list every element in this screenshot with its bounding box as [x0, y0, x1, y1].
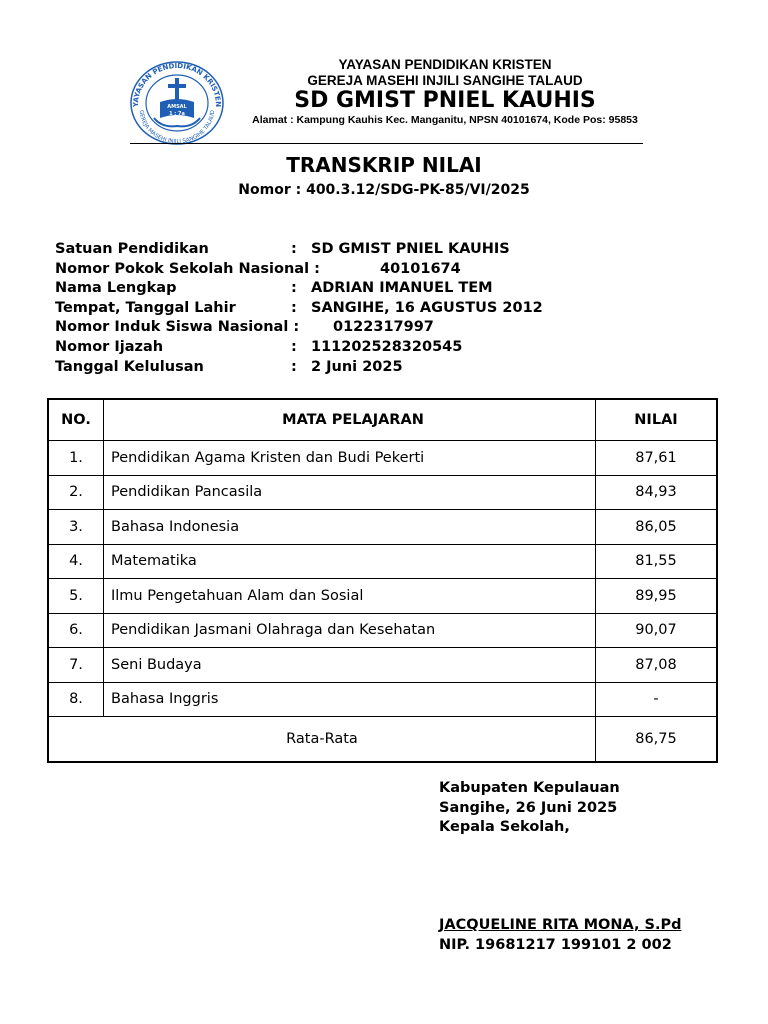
- row-no: 4.: [48, 544, 104, 579]
- document-number: Nomor : 400.3.12/SDG-PK-85/VI/2025: [238, 182, 530, 198]
- row-grade: -: [596, 682, 718, 717]
- row-subject: Pendidikan Pancasila: [104, 475, 596, 510]
- info-separator: :: [291, 300, 297, 316]
- hands-icon: [154, 118, 200, 126]
- header-divider: [130, 143, 643, 144]
- row-subject: Pendidikan Jasmani Olahraga dan Kesehatan: [104, 613, 596, 648]
- school-address: Alamat : Kampung Kauhis Kec. Manganitu, NPSN 40101674, Kode Pos: 95853: [252, 114, 638, 126]
- info-separator: :: [291, 339, 297, 355]
- school-name: SD GMIST PNIEL KAUHIS: [294, 88, 596, 113]
- header-grade: NILAI: [596, 399, 718, 441]
- info-value-npsn: 40101674: [380, 261, 461, 277]
- school-logo: [128, 60, 226, 146]
- signature-position: Kepala Sekolah,: [439, 819, 570, 835]
- table-row: [48, 510, 717, 545]
- row-grade: 87,61: [596, 441, 718, 476]
- row-subject: Bahasa Indonesia: [104, 510, 596, 545]
- row-grade: 84,93: [596, 475, 718, 510]
- svg-text:AMSAL: AMSAL: [167, 104, 187, 110]
- row-grade: 87,08: [596, 648, 718, 683]
- cross-icon: [175, 78, 179, 100]
- svg-text:GEREJA MASEHI INJILI SANGIHE T: GEREJA MASEHI INJILI SANGIHE TALAUD: [137, 109, 217, 146]
- row-no: 5.: [48, 579, 104, 614]
- info-value-diploma-number: 111202528320545: [311, 339, 463, 355]
- info-separator: :: [291, 241, 297, 257]
- foundation-name: YAYASAN PENDIDIKAN KRISTEN: [338, 57, 552, 72]
- info-label-graduation-date: Tanggal Kelulusan: [55, 359, 204, 375]
- signatory-name: JACQUELINE RITA MONA, S.Pd: [439, 917, 682, 933]
- row-grade: 81,55: [596, 544, 718, 579]
- row-subject: Matematika: [104, 544, 596, 579]
- table-row: [48, 544, 717, 579]
- row-no: 6.: [48, 613, 104, 648]
- info-label-nisn: Nomor Induk Siswa Nasional :: [55, 319, 300, 335]
- table-header-row: [48, 399, 717, 441]
- row-grade: 89,95: [596, 579, 718, 614]
- table-row: [48, 682, 717, 717]
- document-title: TRANSKRIP NILAI: [286, 153, 482, 177]
- row-grade: 86,05: [596, 510, 718, 545]
- info-label-diploma-number: Nomor Ijazah: [55, 339, 164, 355]
- row-subject: Seni Budaya: [104, 648, 596, 683]
- row-no: 8.: [48, 682, 104, 717]
- info-value-nisn: 0122317997: [333, 319, 434, 335]
- info-separator: :: [291, 280, 297, 296]
- info-value-education-unit: SD GMIST PNIEL KAUHIS: [311, 241, 510, 257]
- row-no: 7.: [48, 648, 104, 683]
- header-no: NO.: [48, 399, 104, 441]
- signatory-nip: NIP. 19681217 199101 2 002: [439, 937, 672, 953]
- table-row: [48, 441, 717, 476]
- table-row: [48, 475, 717, 510]
- signature-place-line1: Kabupaten Kepulauan: [439, 780, 620, 796]
- info-label-npsn: Nomor Pokok Sekolah Nasional :: [55, 261, 320, 277]
- table-row: [48, 613, 717, 648]
- info-value-birth: SANGIHE, 16 AGUSTUS 2012: [311, 300, 543, 316]
- row-no: 1.: [48, 441, 104, 476]
- row-subject: Pendidikan Agama Kristen dan Budi Pekerti: [104, 441, 596, 476]
- svg-text:YAYASAN PENDIDIKAN KRISTEN: YAYASAN PENDIDIKAN KRISTEN: [131, 61, 223, 108]
- signature-place-date: Sangihe, 26 Juni 2025: [439, 800, 618, 816]
- average-grade: 86,75: [596, 717, 718, 763]
- header-subject: MATA PELAJARAN: [104, 399, 596, 441]
- row-no: 3.: [48, 510, 104, 545]
- table-row: [48, 579, 717, 614]
- info-label-education-unit: Satuan Pendidikan: [55, 241, 209, 257]
- table-row: [48, 648, 717, 683]
- average-row: [48, 717, 717, 763]
- info-separator: :: [291, 359, 297, 375]
- info-label-full-name: Nama Lengkap: [55, 280, 177, 296]
- info-value-full-name: ADRIAN IMANUEL TEM: [311, 280, 493, 296]
- svg-text:1 : 7a: 1 : 7a: [169, 111, 185, 117]
- church-name: GEREJA MASEHI INJILI SANGIHE TALAUD: [307, 73, 583, 88]
- info-label-birth: Tempat, Tanggal Lahir: [55, 300, 236, 316]
- row-subject: Ilmu Pengetahuan Alam dan Sosial: [104, 579, 596, 614]
- average-label: Rata-Rata: [48, 717, 596, 763]
- row-grade: 90,07: [596, 613, 718, 648]
- info-value-graduation-date: 2 Juni 2025: [311, 359, 403, 375]
- grades-table: [47, 398, 718, 763]
- row-subject: Bahasa Inggris: [104, 682, 596, 717]
- row-no: 2.: [48, 475, 104, 510]
